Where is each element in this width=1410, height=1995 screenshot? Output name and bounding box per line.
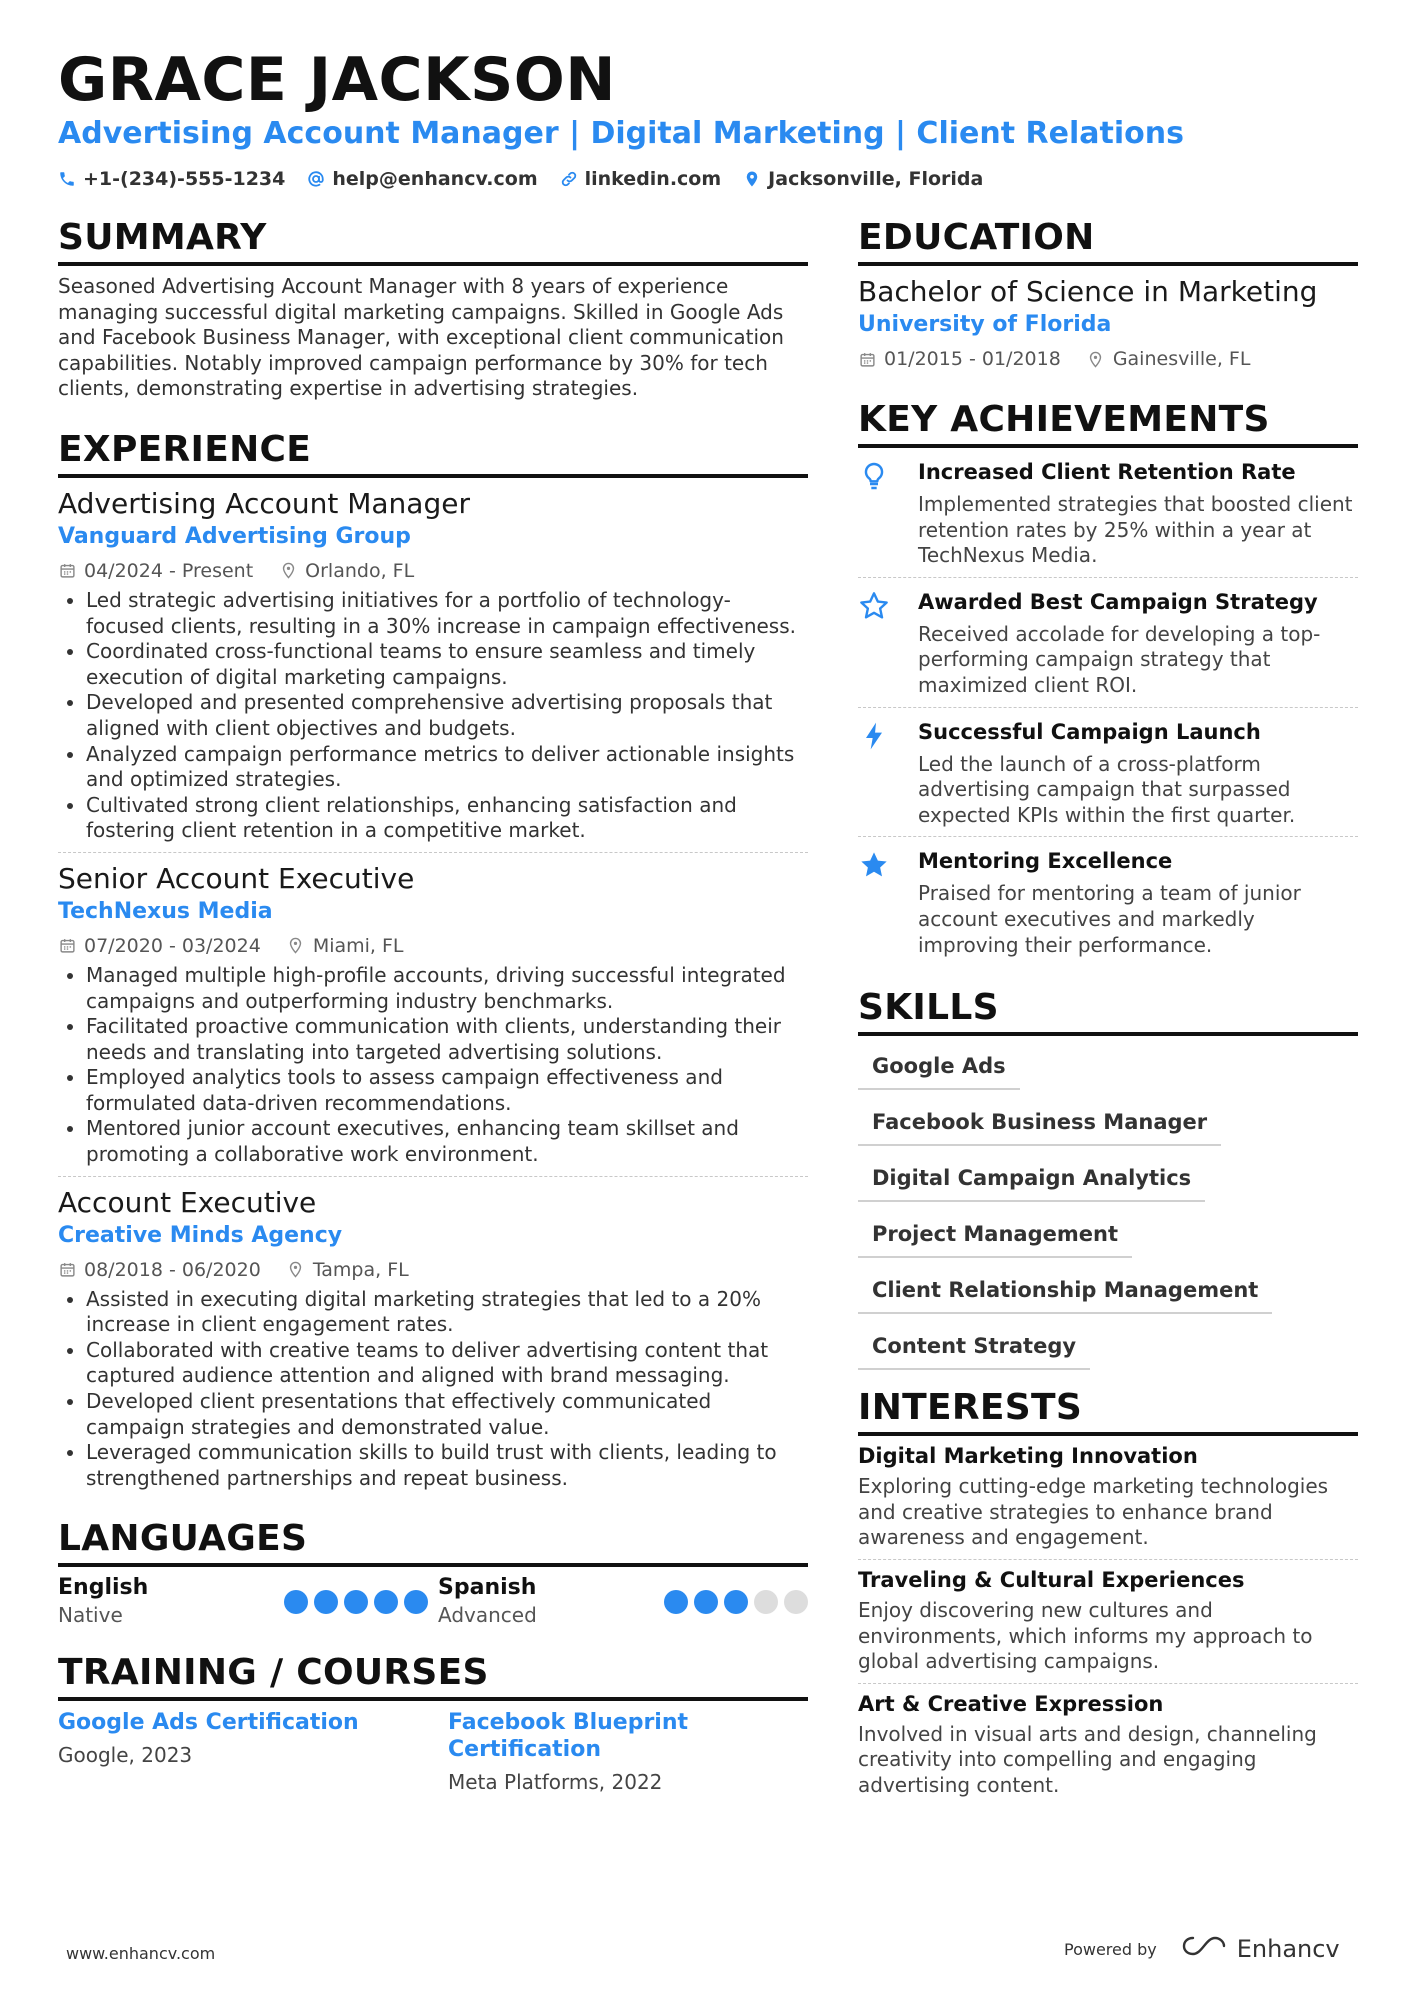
education-section bbox=[858, 214, 1358, 374]
job-meta bbox=[58, 556, 808, 586]
course-title: Google Ads Certification bbox=[58, 1710, 359, 1736]
location-text: Jacksonville, Florida bbox=[768, 168, 984, 190]
job-location: Miami, FL bbox=[312, 934, 404, 957]
education-meta bbox=[858, 344, 1358, 374]
language-level: Native bbox=[58, 1603, 123, 1628]
footer-branding bbox=[1064, 1934, 1340, 1964]
achievement-desc: Led the launch of a cross-platform advertising campaign that surpassed expected KPIs within the first quarter. bbox=[918, 751, 1296, 827]
bullet-item: • Developed client presentations that effectively communicated campaign strategies and demonstrated value. bbox=[86, 1389, 808, 1440]
location-pin-icon bbox=[287, 937, 305, 955]
language-name: Spanish bbox=[438, 1575, 537, 1601]
skill-tag: Content Strategy bbox=[858, 1324, 1090, 1370]
bullet-item: • Developed and presented comprehensive advertising proposals that aligned with client objectives and budgets. bbox=[86, 690, 808, 741]
experience-section bbox=[58, 426, 808, 1499]
skills-list bbox=[858, 1044, 1358, 1370]
achievement-desc: Implemented strategies that boosted client retention rates by 25% within a year at TechNexus Media. bbox=[918, 492, 1353, 568]
job-meta bbox=[58, 931, 808, 961]
summary-section bbox=[58, 214, 808, 402]
skill-tag: Client Relationship Management bbox=[858, 1268, 1272, 1314]
enhancv-logo[interactable] bbox=[1181, 1934, 1340, 1964]
job-title: Advertising Account Manager bbox=[58, 486, 470, 520]
email-text: help@enhancv.com bbox=[332, 168, 538, 190]
interest-item bbox=[858, 1436, 1358, 1559]
calendar-icon bbox=[58, 562, 76, 580]
section-title-skills: SKILLS bbox=[858, 984, 1358, 1036]
bullet-item: • Collaborated with creative teams to deliver advertising content that captured audience attention and aligned with brand messaging. bbox=[86, 1338, 808, 1389]
job-bullets bbox=[58, 963, 808, 1168]
job-bullets bbox=[58, 588, 808, 844]
bullet-item: • Assisted in executing digital marketing strategies that led to a 20% increase in client engagement rates. bbox=[86, 1287, 808, 1338]
rating-dot bbox=[284, 1590, 308, 1614]
language-rating bbox=[664, 1590, 808, 1614]
skills-section bbox=[858, 984, 1358, 1370]
star-filled-icon bbox=[858, 847, 918, 958]
company-name: Creative Minds Agency bbox=[58, 1222, 343, 1248]
section-title-training: TRAINING / COURSES bbox=[58, 1649, 808, 1701]
rating-dot bbox=[664, 1590, 688, 1614]
company-name: Vanguard Advertising Group bbox=[58, 523, 411, 549]
achievement-desc: Received accolade for developing a top-performing campaign strategy that maximized client ROI. bbox=[918, 621, 1321, 697]
course-item bbox=[448, 1709, 808, 1797]
job-bullets bbox=[58, 1287, 808, 1492]
star-outline-icon bbox=[858, 588, 918, 699]
interest-title: Digital Marketing Innovation bbox=[858, 1444, 1198, 1469]
skill-tag: Facebook Business Manager bbox=[858, 1100, 1221, 1146]
job-dates: 04/2024 - Present bbox=[84, 559, 254, 582]
achievement-item bbox=[858, 448, 1358, 577]
achievement-item bbox=[858, 836, 1358, 966]
powered-by-text: Powered by bbox=[1064, 1939, 1157, 1959]
contact-bar bbox=[58, 168, 983, 190]
interest-desc: Exploring cutting-edge marketing technologies and creative strategies to enhance brand awareness and engagement. bbox=[858, 1474, 1329, 1550]
phone-text: +1-(234)-555-1234 bbox=[83, 168, 286, 190]
achievement-item bbox=[858, 707, 1358, 837]
company-name: TechNexus Media bbox=[58, 898, 273, 924]
rating-dot bbox=[314, 1590, 338, 1614]
achievements-section bbox=[858, 396, 1358, 966]
rating-dot bbox=[724, 1590, 748, 1614]
job-dates: 07/2020 - 03/2024 bbox=[84, 934, 261, 957]
contact-location bbox=[743, 168, 983, 190]
section-title-summary: SUMMARY bbox=[58, 214, 808, 266]
at-icon bbox=[307, 170, 325, 188]
achievement-desc: Praised for mentoring a team of junior account executives and markedly improving their performance. bbox=[918, 881, 1301, 957]
footer-website[interactable]: www.enhancv.com bbox=[66, 1944, 216, 1963]
candidate-name: GRACE JACKSON bbox=[58, 45, 617, 115]
section-title-interests: INTERESTS bbox=[858, 1384, 1358, 1436]
location-pin-icon bbox=[279, 562, 297, 580]
brand-name: Enhancv bbox=[1236, 1935, 1340, 1963]
lightning-icon bbox=[858, 718, 918, 829]
bullet-item: • Facilitated proactive communication with clients, understanding their needs and translating into targeted advertising solutions. bbox=[86, 1014, 808, 1065]
section-title-achievements: KEY ACHIEVEMENTS bbox=[858, 396, 1358, 448]
summary-text: Seasoned Advertising Account Manager with 8 years of experience managing successful digital marketing campaigns. Skilled in Google Ads and Facebook Business Manager, with exceptional client communication capabilities. Notably improved campaign performance by 30% for tech clients, demonstrating expertise in advertising strategies. bbox=[58, 274, 784, 401]
bullet-item: • Led strategic advertising initiatives for a portfolio of technology-focused clients, resulting in a 30% increase in campaign effectiveness. bbox=[86, 588, 808, 639]
job-location: Tampa, FL bbox=[312, 1258, 409, 1281]
bullet-item: • Coordinated cross-functional teams to ensure seamless and timely execution of digital marketing campaigns. bbox=[86, 639, 808, 690]
achievement-title: Increased Client Retention Rate bbox=[918, 460, 1296, 484]
achievement-title: Successful Campaign Launch bbox=[918, 719, 1261, 744]
left-column bbox=[58, 214, 808, 1797]
bullet-item: • Managed multiple high-profile accounts, driving successful integrated campaigns and outperforming industry benchmarks. bbox=[86, 963, 808, 1014]
education-dates: 01/2015 - 01/2018 bbox=[884, 348, 1061, 370]
rating-dot bbox=[694, 1590, 718, 1614]
calendar-icon bbox=[58, 937, 76, 955]
achievement-title: Mentoring Excellence bbox=[918, 849, 1173, 874]
job-title: Senior Account Executive bbox=[58, 861, 415, 895]
education-location: Gainesville, FL bbox=[1112, 348, 1251, 370]
bullet-item: • Leveraged communication skills to build trust with clients, leading to strengthened partnerships and repeat business. bbox=[86, 1440, 808, 1491]
right-column bbox=[858, 214, 1358, 1806]
interest-desc: Enjoy discovering new cultures and environments, which informs my approach to global advertising campaigns. bbox=[858, 1597, 1313, 1674]
course-title: Facebook Blueprint Certification bbox=[448, 1710, 689, 1763]
location-pin-icon bbox=[1087, 350, 1105, 368]
section-title-languages: LANGUAGES bbox=[58, 1515, 808, 1567]
rating-dot bbox=[754, 1590, 778, 1614]
interests-section bbox=[858, 1384, 1358, 1806]
contact-phone[interactable] bbox=[58, 168, 285, 190]
linkedin-text: linkedin.com bbox=[584, 168, 722, 190]
interest-title: Art & Creative Expression bbox=[858, 1691, 1164, 1716]
rating-dot bbox=[344, 1590, 368, 1614]
skill-tag: Google Ads bbox=[858, 1044, 1020, 1090]
job-meta bbox=[58, 1255, 808, 1285]
interest-item bbox=[858, 1559, 1358, 1683]
section-title-education: EDUCATION bbox=[858, 214, 1358, 266]
contact-linkedin[interactable] bbox=[560, 168, 722, 190]
location-pin-icon bbox=[287, 1261, 305, 1279]
language-name: English bbox=[58, 1575, 149, 1601]
rating-dot bbox=[404, 1590, 428, 1614]
course-provider: Meta Platforms, 2022 bbox=[448, 1770, 663, 1795]
location-pin-icon bbox=[743, 170, 761, 188]
bullet-item: • Mentored junior account executives, enhancing team skillset and promoting a collaborative work environment. bbox=[86, 1116, 808, 1167]
calendar-icon bbox=[58, 1261, 76, 1279]
course-item bbox=[58, 1709, 418, 1797]
bullet-item: • Analyzed campaign performance metrics to deliver actionable insights and optimized strategies. bbox=[86, 742, 808, 793]
achievement-item bbox=[858, 577, 1358, 707]
school-name: University of Florida bbox=[858, 312, 1112, 337]
section-title-experience: EXPERIENCE bbox=[58, 426, 808, 478]
interest-desc: Involved in visual arts and design, channeling creativity into compelling and engaging advertising content. bbox=[858, 1721, 1317, 1797]
languages-section bbox=[58, 1515, 808, 1629]
interest-item bbox=[858, 1683, 1358, 1807]
language-item bbox=[58, 1575, 428, 1629]
language-rating bbox=[284, 1590, 428, 1614]
skill-tag: Digital Campaign Analytics bbox=[858, 1156, 1205, 1202]
lightbulb-icon bbox=[858, 458, 918, 569]
courses-list bbox=[58, 1709, 808, 1797]
interest-title: Traveling & Cultural Experiences bbox=[858, 1567, 1245, 1592]
job-dates: 08/2018 - 06/2020 bbox=[84, 1258, 261, 1281]
job-entry bbox=[58, 852, 808, 1176]
training-section bbox=[58, 1649, 808, 1797]
language-item bbox=[438, 1575, 808, 1629]
job-title: Account Executive bbox=[58, 1185, 317, 1219]
job-entry bbox=[58, 1176, 808, 1500]
contact-email[interactable] bbox=[307, 168, 537, 190]
rating-dot bbox=[784, 1590, 808, 1614]
bullet-item: • Employed analytics tools to assess campaign effectiveness and formulated data-driven recommendations. bbox=[86, 1065, 808, 1116]
link-icon bbox=[560, 170, 578, 188]
infinity-logo-icon bbox=[1181, 1934, 1227, 1964]
achievement-title: Awarded Best Campaign Strategy bbox=[918, 589, 1318, 614]
skill-tag: Project Management bbox=[858, 1212, 1132, 1258]
phone-icon bbox=[58, 170, 76, 188]
job-location: Orlando, FL bbox=[305, 559, 415, 582]
headline: Advertising Account Manager | Digital Marketing | Client Relations bbox=[58, 116, 1184, 151]
degree: Bachelor of Science in Marketing bbox=[858, 275, 1318, 308]
job-entry bbox=[58, 478, 808, 852]
course-provider: Google, 2023 bbox=[58, 1743, 193, 1768]
languages-list bbox=[58, 1575, 808, 1629]
calendar-icon bbox=[858, 350, 876, 368]
bullet-item: • Cultivated strong client relationships, enhancing satisfaction and fostering client retention in a competitive market. bbox=[86, 793, 808, 844]
language-level: Advanced bbox=[438, 1603, 537, 1628]
rating-dot bbox=[374, 1590, 398, 1614]
